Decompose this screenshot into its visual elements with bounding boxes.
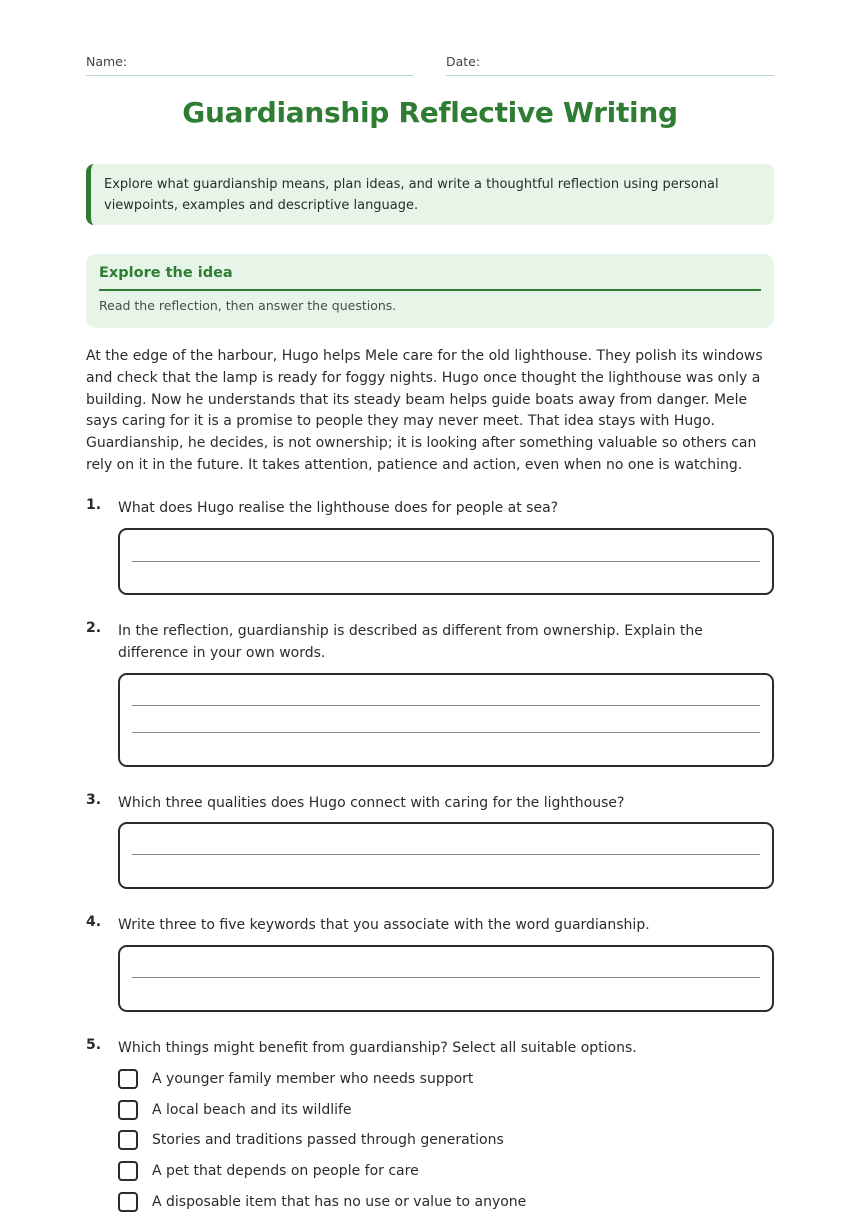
option-item[interactable] <box>118 1130 768 1154</box>
question-text: What does Hugo realise the lighthouse does for people at sea? <box>118 500 559 516</box>
answer-line <box>132 705 760 706</box>
question-number: 3. <box>86 792 102 808</box>
answer-line <box>132 854 760 855</box>
section-title: Explore the idea <box>99 265 761 291</box>
reading-passage: At the edge of the harbour, Hugo helps Mele care for the old lighthouse. They polish its windows and check that the lamp is ready for foggy nights. Hugo once thought the lighthouse was only a building. Now he understands that its steady beam helps guide boats away from danger. Mele says caring for it is a promise to people they may never meet. That idea stays with Hugo. Guardianship, he decides, is not ownership; it is looking after something valuable so others can rely on it in the future. It takes attention, patience and action, even when no one is watching. <box>86 348 763 473</box>
answer-line <box>132 732 760 733</box>
date-field[interactable] <box>446 54 774 76</box>
option-label: A younger family member who needs support <box>152 1071 474 1087</box>
answer-line <box>132 561 760 562</box>
checkbox[interactable] <box>118 1130 138 1150</box>
section-subtitle: Read the reflection, then answer the questions. <box>99 298 397 313</box>
checkbox[interactable] <box>118 1100 138 1120</box>
answer-box[interactable] <box>118 822 774 889</box>
question-number: 5. <box>86 1037 102 1053</box>
option-label: A pet that depends on people for care <box>152 1163 419 1179</box>
option-item[interactable] <box>118 1161 768 1185</box>
question-text: In the reflection, guardianship is described as different from ownership. Explain the difference in your own words. <box>118 623 703 661</box>
name-label: Name: <box>86 54 128 69</box>
option-item[interactable] <box>118 1100 768 1124</box>
option-label: A disposable item that has no use or value to anyone <box>152 1194 527 1210</box>
question-text: Which things might benefit from guardianship? Select all suitable options. <box>118 1040 637 1056</box>
section-header <box>86 254 774 328</box>
option-item[interactable] <box>118 1069 768 1093</box>
question-text: Which three qualities does Hugo connect with caring for the lighthouse? <box>118 795 625 811</box>
option-item[interactable] <box>118 1192 768 1216</box>
answer-box[interactable] <box>118 945 774 1012</box>
date-label: Date: <box>446 54 481 69</box>
answer-box[interactable] <box>118 528 774 595</box>
answer-line <box>132 977 760 978</box>
checkbox[interactable] <box>118 1161 138 1181</box>
question-number: 1. <box>86 497 102 513</box>
question-text: Write three to five keywords that you associate with the word guardianship. <box>118 917 650 933</box>
checkbox[interactable] <box>118 1069 138 1089</box>
student-details <box>86 54 774 76</box>
option-label: A local beach and its wildlife <box>152 1102 352 1118</box>
question-number: 2. <box>86 620 102 636</box>
name-field[interactable] <box>86 54 413 76</box>
intro-callout: Explore what guardianship means, plan ideas, and write a thoughtful reflection using personal viewpoints, examples and descriptive language. <box>86 164 774 225</box>
question-number: 4. <box>86 914 102 930</box>
option-label: Stories and traditions passed through generations <box>152 1132 504 1148</box>
answer-box[interactable] <box>118 673 774 767</box>
page-title: Guardianship Reflective Writing <box>182 96 678 129</box>
checkbox[interactable] <box>118 1192 138 1212</box>
